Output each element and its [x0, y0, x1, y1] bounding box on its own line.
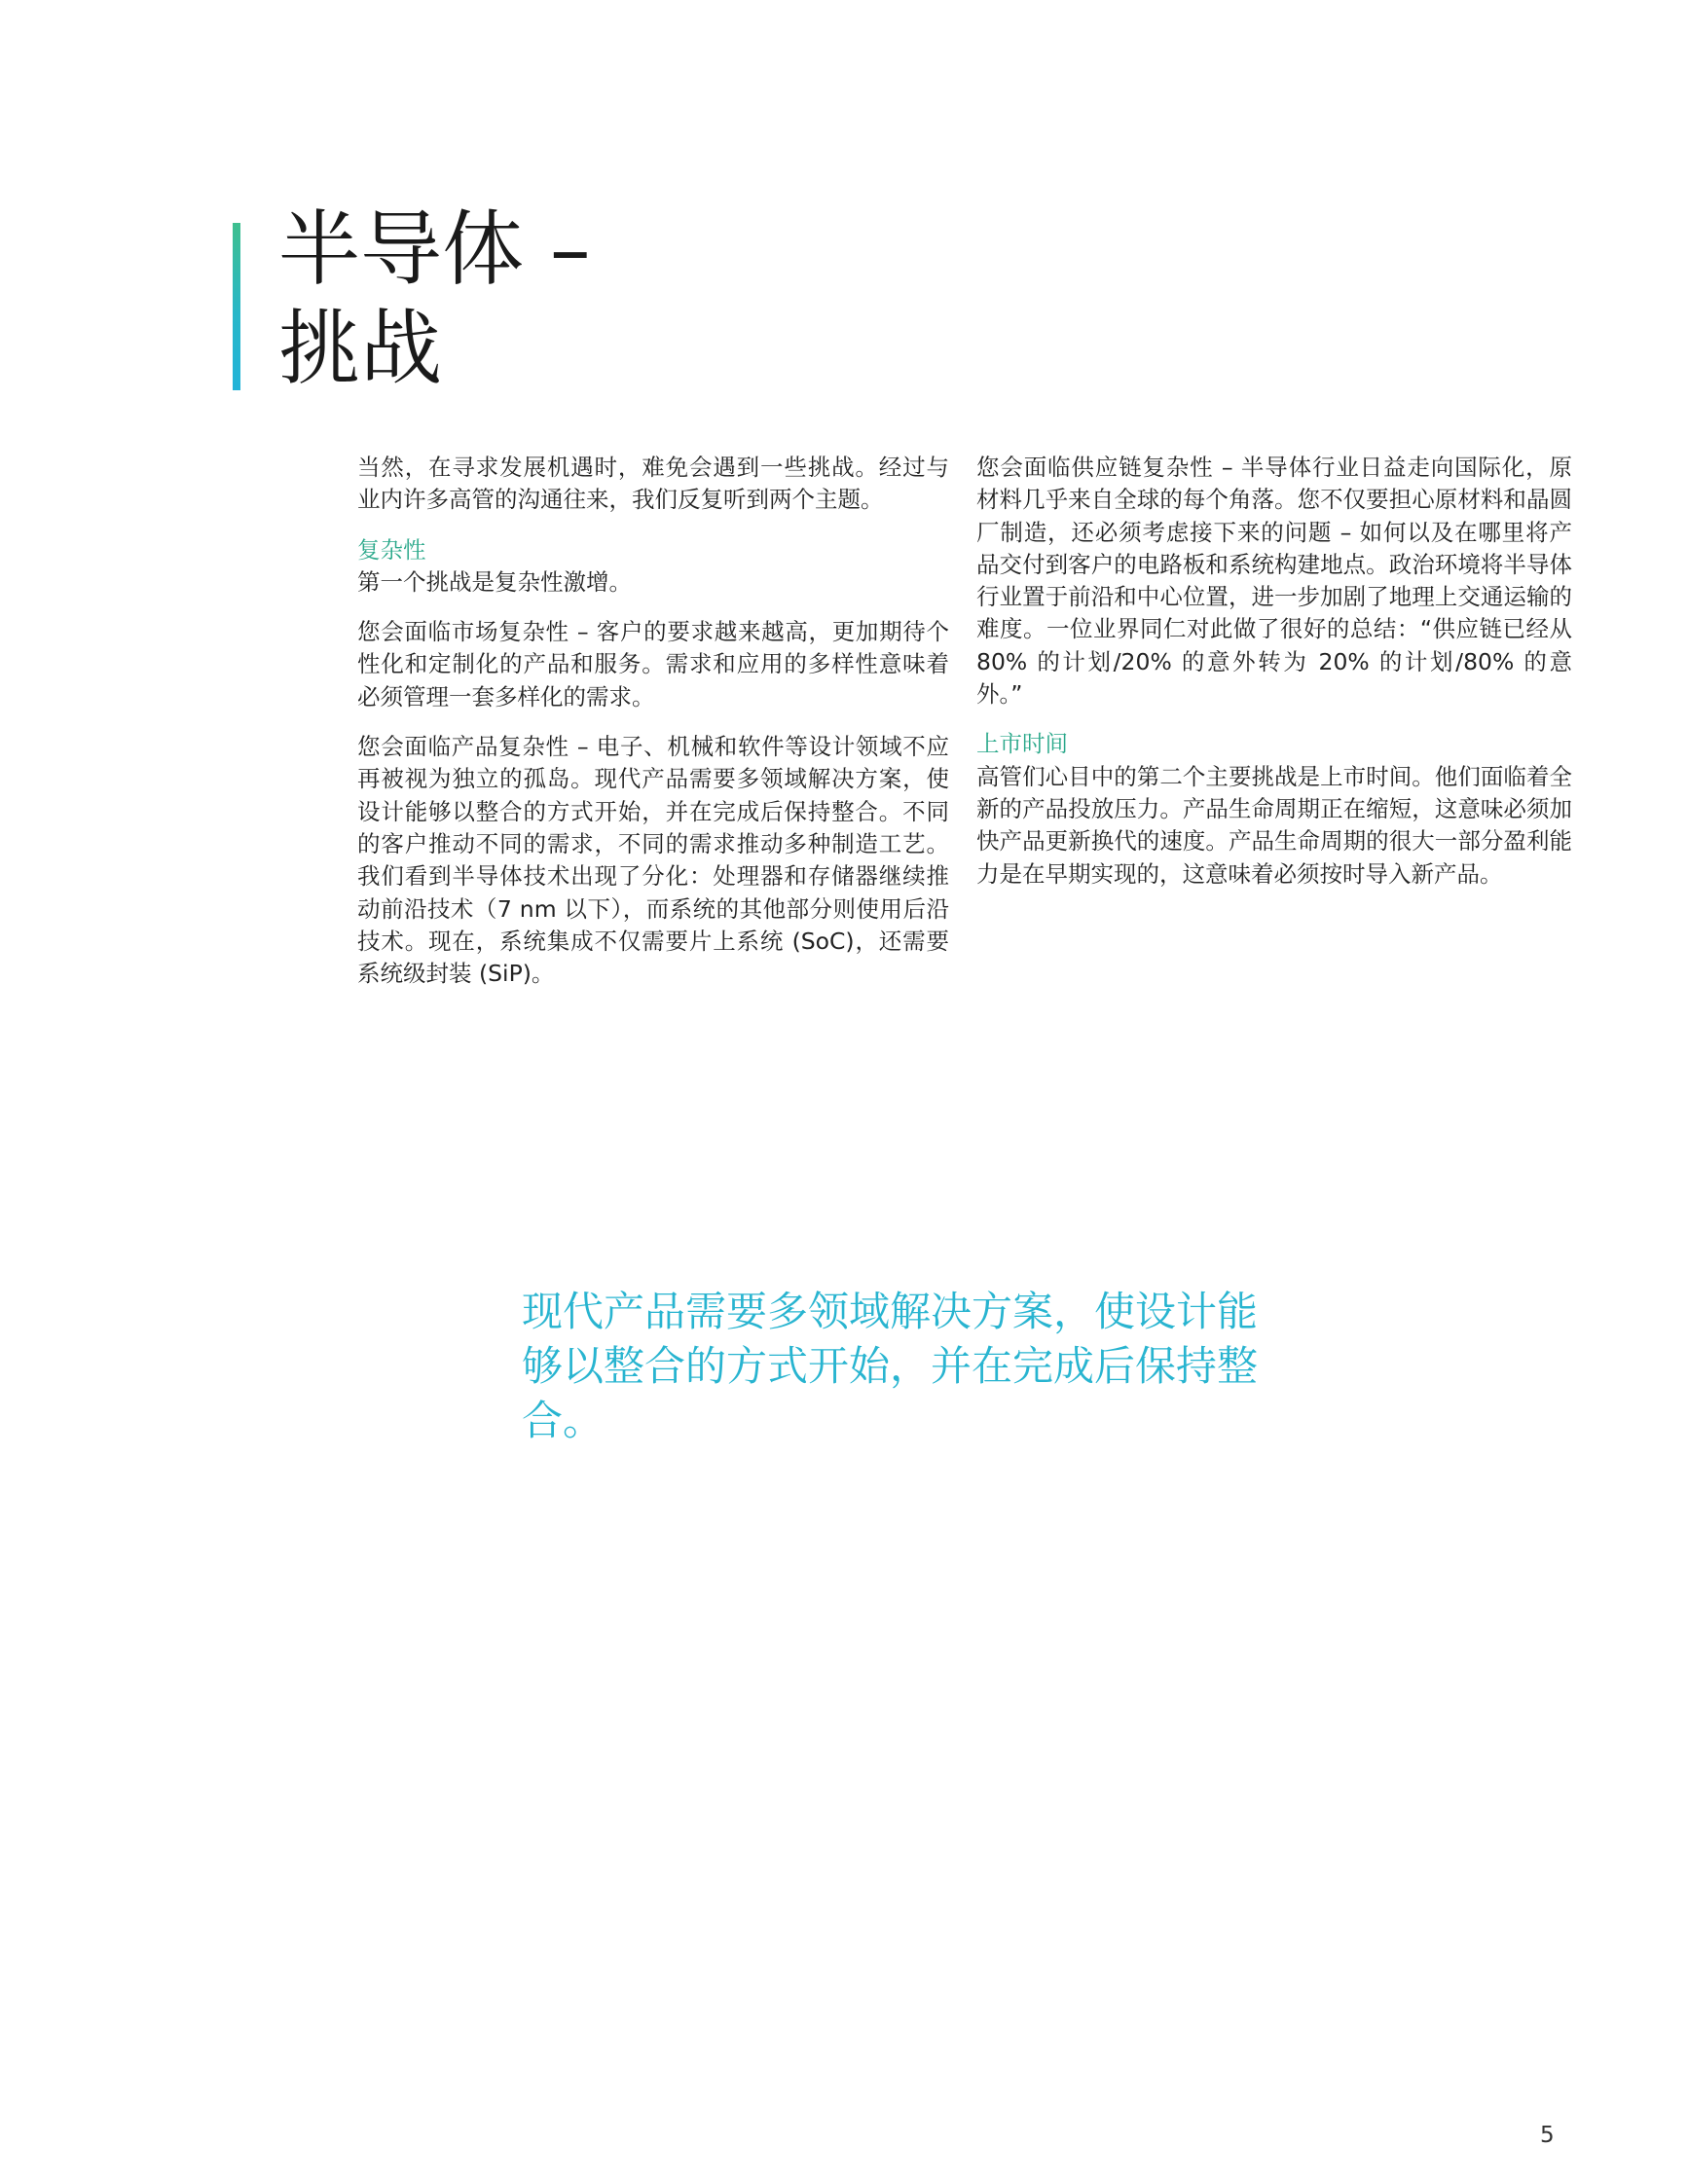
- time-to-market-heading: 上市时间: [976, 730, 1068, 758]
- right-column: [976, 452, 1572, 908]
- title-accent-bar: [233, 223, 240, 390]
- market-complexity-paragraph: 您会面临市场复杂性 – 客户的要求越来越高，更加期待个性化和定制化的产品和服务。需求和应用的多样性意味着必须管理一套多样化的需求。: [357, 618, 949, 710]
- product-complexity-paragraph: 您会面临产品复杂性 – 电子、机械和软件等设计领域不应再被视为独立的孤岛。现代产品需要多领域解决方案，使设计能够以整合的方式开始，并在完成后保持整合。不同的客户推动不同的需求，不同的需求推动多种制造工艺。我们看到半导体技术出现了分化：处理器和存储器继续推动前沿技术（7 nm 以下），而系统的其他部分则使用后沿技术。现在，系统集成不仅需要片上系统 (SoC)，还需要系统级封装 (SiP)。: [357, 733, 949, 988]
- left-column: [357, 452, 949, 1007]
- time-to-market-paragraph: 高管们心目中的第二个主要挑战是上市时间。他们面临着全新的产品投放压力。产品生命周期正在缩短，这意味必须加快产品更新换代的速度。产品生命周期的很大一部分盈利能力是在早期实现的，这意味着必须按时导入新产品。: [976, 762, 1572, 888]
- supply-chain-paragraph: 您会面临供应链复杂性 – 半导体行业日益走向国际化，原材料几乎来自全球的每个角落。您不仅要担心原材料和晶圆厂制造，还必须考虑接下来的问题 – 如何以及在哪里将产品交付到客户的电路板和系统构建地点。政治环境将半导体行业置于前沿和中心位置，进一步加剧了地理上交通运输的难度。一位业界同仁对此做了很好的总结：“供应链已经从 80% 的计划/20% 的意外转为 20% 的计划/80% 的意外。”: [976, 454, 1572, 709]
- complexity-heading: 复杂性: [357, 535, 426, 564]
- pull-quote: 现代产品需要多领域解决方案，使设计能够以整合的方式开始，并在完成后保持整合。: [522, 1288, 1259, 1444]
- page-title-line-1: 半导体 –: [278, 201, 591, 297]
- complexity-lead: 第一个挑战是复杂性激增。: [357, 567, 632, 596]
- page-number: 5: [1540, 2123, 1555, 2148]
- page-title: [278, 200, 591, 398]
- page-title-line-2: 挑战: [278, 301, 443, 396]
- intro-paragraph: 当然，在寻求发展机遇时，难免会遇到一些挑战。经过与业内许多高管的沟通往来，我们反复听到两个主题。: [357, 454, 949, 514]
